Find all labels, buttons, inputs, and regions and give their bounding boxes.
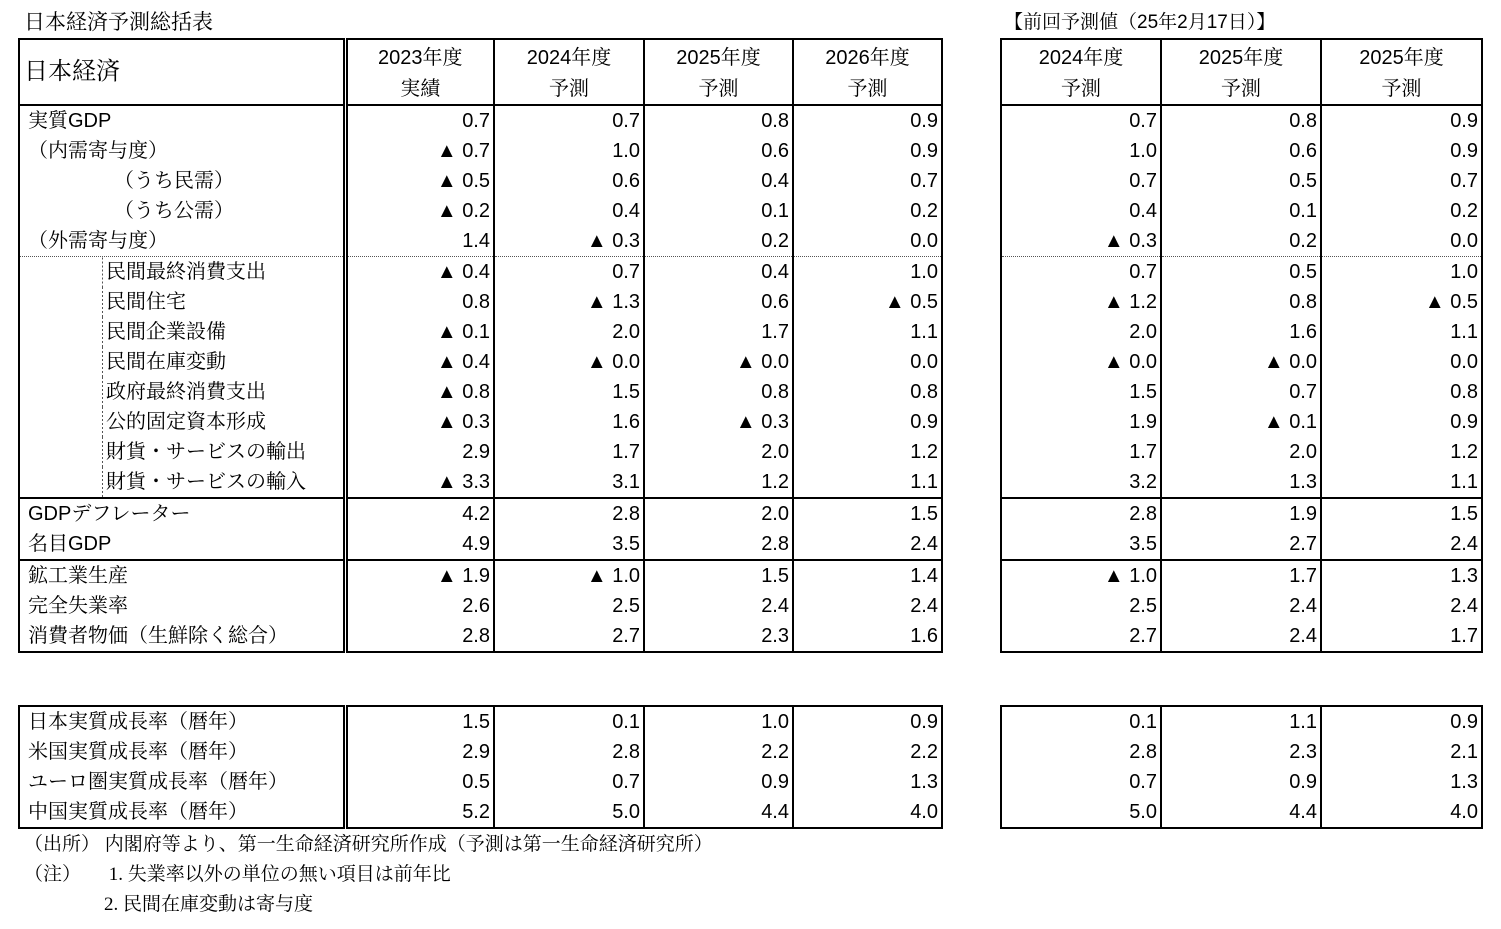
value-cell: 4.4 (644, 797, 793, 828)
prev-value-cell: 0.7 (1001, 257, 1161, 288)
table-row (1001, 498, 1482, 529)
prev-value-cell: 0.9 (1321, 407, 1482, 437)
value-cell: 2.3 (644, 621, 793, 652)
value-cell: 1.6 (793, 621, 942, 652)
growth-table (18, 705, 943, 829)
growth-row (1001, 737, 1482, 767)
prev-value-cell: 1.7 (1161, 560, 1321, 591)
prev-value-cell: 3.2 (1129, 471, 1157, 493)
prev-value-cell: 0.7 (1321, 166, 1482, 196)
prev-column-year-3: 2025年度 (1321, 39, 1482, 74)
value-cell: 2.8 (345, 621, 494, 652)
value-cell: 2.6 (345, 591, 494, 621)
prev-value-cell: 0.2 (1321, 196, 1482, 226)
growth-row (19, 797, 942, 828)
value-cell: ▲ 3.3 (345, 467, 494, 498)
value-cell: 0.9 (793, 136, 942, 166)
row-label: （うち民需） (19, 166, 345, 196)
prev-value-cell: 0.7 (1161, 377, 1321, 407)
prev-growth-table-body (1001, 706, 1482, 828)
row-label: （うち公需） (19, 196, 345, 226)
value-cell: 2.8 (644, 529, 793, 560)
prev-value-cell: 0.7 (1129, 771, 1157, 793)
prev-value-cell: 0.1 (1161, 196, 1321, 226)
prev-value-cell: 2.8 (1001, 498, 1161, 529)
row-label: 民間住宅 (19, 287, 345, 317)
row-label: 消費者物価（生鮮除く総合） (19, 621, 345, 652)
prev-value-cell: 1.5 (1321, 498, 1482, 529)
page-title: 日本経済予測総括表 (24, 11, 213, 34)
prev-value-cell: 0.9 (1161, 767, 1321, 797)
prev-value-cell: 2.4 (1161, 591, 1321, 621)
value-cell: 0.5 (345, 767, 494, 797)
table-row (1001, 407, 1482, 437)
value-cell: 0.1 (494, 706, 644, 737)
table-row (1001, 437, 1482, 467)
table-row (1001, 317, 1482, 347)
prev-value-cell: ▲ 1.0 (1001, 560, 1161, 591)
row-label: 日本実質成長率（暦年） (19, 706, 345, 737)
value-cell: 2.0 (644, 498, 793, 529)
prev-value-cell: 2.4 (1321, 529, 1482, 560)
table-row (19, 560, 942, 591)
value-cell: 1.5 (793, 498, 942, 529)
prev-value-cell: 4.0 (1321, 797, 1482, 828)
row-label: 財貨・サービスの輸出 (19, 437, 345, 467)
prev-value-cell: 2.7 (1161, 529, 1321, 560)
row-label: 名目GDP (19, 529, 345, 560)
table-row (19, 136, 942, 166)
value-cell: ▲ 0.3 (494, 226, 644, 257)
growth-row (1001, 797, 1482, 828)
prev-value-cell: 0.8 (1321, 377, 1482, 407)
prev-column-type-3: 予測 (1321, 74, 1482, 105)
value-cell: 0.9 (793, 407, 942, 437)
table-row (19, 317, 942, 347)
prev-value-cell: 1.3 (1161, 467, 1321, 498)
value-cell: 1.6 (494, 407, 644, 437)
table-row (19, 105, 942, 136)
table-row (1001, 166, 1482, 196)
value-cell: ▲ 0.7 (345, 136, 494, 166)
value-cell: ▲ 0.8 (345, 377, 494, 407)
row-label: GDPデフレーター (19, 498, 345, 529)
prev-value-cell: 0.0 (1321, 226, 1482, 257)
note-1: 1. 失業率以外の単位の無い項目は前年比 (108, 864, 451, 885)
prev-table-body (1001, 105, 1482, 652)
value-cell: 0.8 (793, 377, 942, 407)
column-year-2026: 2026年度 (793, 39, 942, 74)
prev-value-cell: 0.5 (1161, 257, 1321, 288)
value-cell: 0.9 (793, 706, 942, 737)
column-type-2024: 予測 (494, 74, 644, 105)
prev-value-cell: 0.5 (1161, 166, 1321, 196)
value-cell: 1.0 (494, 136, 644, 166)
table-row (19, 437, 942, 467)
value-cell: 0.4 (494, 196, 644, 226)
prev-growth-table (1000, 705, 1483, 829)
row-label-header: 日本経済 (19, 39, 345, 105)
prev-header-type-row (1001, 74, 1482, 105)
prev-value-cell: ▲ 1.2 (1103, 291, 1157, 313)
value-cell: 0.9 (793, 105, 942, 136)
value-cell: 4.2 (345, 498, 494, 529)
value-cell: 1.0 (644, 706, 793, 737)
value-cell: 1.3 (793, 767, 942, 797)
prev-value-cell: 2.1 (1321, 737, 1482, 767)
prev-value-cell: 2.7 (1129, 625, 1157, 647)
row-label: 鉱工業生産 (19, 560, 345, 591)
table-row (19, 196, 942, 226)
value-cell: 0.9 (644, 767, 793, 797)
row-label: 実質GDP (19, 105, 345, 136)
value-cell: 2.9 (345, 737, 494, 767)
prev-column-year-2: 2025年度 (1161, 39, 1321, 74)
prev-value-cell: 3.5 (1129, 533, 1157, 555)
header-year-row (19, 39, 942, 74)
value-cell: ▲ 0.0 (644, 347, 793, 377)
prev-header-year-row (1001, 39, 1482, 74)
prev-value-cell: ▲ 0.0 (1103, 351, 1157, 373)
prev-value-cell: 1.0 (1321, 257, 1482, 288)
table-row (1001, 347, 1482, 377)
row-label: 中国実質成長率（暦年） (19, 797, 345, 828)
table-row (1001, 467, 1482, 498)
source-label: （出所） (24, 834, 101, 855)
value-cell: 0.2 (644, 226, 793, 257)
value-cell: 2.4 (644, 591, 793, 621)
prev-value-cell: 0.9 (1321, 706, 1482, 737)
value-cell: 0.0 (793, 226, 942, 257)
growth-row (1001, 767, 1482, 797)
growth-row (19, 706, 942, 737)
main-forecast-table (18, 38, 943, 653)
previous-forecast-title: 【前回予測値（25年2月17日）】 (1004, 12, 1276, 33)
table-row (19, 407, 942, 437)
table-row (19, 226, 942, 257)
value-cell: 1.5 (644, 560, 793, 591)
value-cell: 2.2 (644, 737, 793, 767)
prev-value-cell: 0.7 (1129, 170, 1157, 192)
prev-value-cell: 1.0 (1129, 140, 1157, 162)
value-cell: ▲ 0.0 (494, 347, 644, 377)
value-cell: 0.8 (644, 377, 793, 407)
prev-value-cell: 0.0 (1321, 347, 1482, 377)
value-cell: 2.0 (494, 317, 644, 347)
value-cell: 0.7 (494, 105, 644, 136)
value-cell: 0.1 (644, 196, 793, 226)
value-cell: 2.8 (494, 498, 644, 529)
row-label: （外需寄与度） (19, 226, 345, 257)
prev-column-type-1: 予測 (1061, 78, 1101, 100)
column-type-2023: 実績 (345, 74, 494, 105)
value-cell: 0.4 (644, 257, 793, 288)
column-year-2025: 2025年度 (644, 39, 793, 74)
value-cell: 0.6 (494, 166, 644, 196)
value-cell: 2.8 (494, 737, 644, 767)
value-cell: ▲ 1.9 (345, 560, 494, 591)
value-cell: ▲ 0.5 (793, 287, 942, 317)
prev-value-cell: 2.4 (1161, 621, 1321, 652)
prev-value-cell: 2.4 (1321, 591, 1482, 621)
prev-value-cell: 1.7 (1321, 621, 1482, 652)
prev-value-cell: 2.3 (1161, 737, 1321, 767)
value-cell: 0.4 (644, 166, 793, 196)
prev-value-cell: 1.1 (1161, 706, 1321, 737)
prev-value-cell: 0.1 (1129, 711, 1157, 733)
row-label: 民間最終消費支出 (19, 257, 345, 288)
value-cell: 2.7 (494, 621, 644, 652)
prev-value-cell: 1.9 (1129, 411, 1157, 433)
value-cell: 1.5 (494, 377, 644, 407)
table-row (1001, 196, 1482, 226)
table-row (1001, 257, 1482, 288)
row-label: ユーロ圏実質成長率（暦年） (19, 767, 345, 797)
note-2: 2. 民間在庫変動は寄与度 (104, 894, 314, 915)
prev-value-cell: ▲ 0.0 (1161, 347, 1321, 377)
table-row (19, 498, 942, 529)
row-label: 完全失業率 (19, 591, 345, 621)
source-text: 内閣府等より、第一生命経済研究所作成（予測は第一生命経済研究所） (104, 834, 713, 855)
prev-value-cell: 0.9 (1321, 105, 1482, 136)
value-cell: 1.4 (793, 560, 942, 591)
value-cell: ▲ 1.0 (494, 560, 644, 591)
prev-value-cell: 1.9 (1161, 498, 1321, 529)
prev-column-year-1: 2024年度 (1038, 47, 1124, 69)
value-cell: ▲ 0.5 (345, 166, 494, 196)
note-2-block (104, 893, 313, 917)
column-year-2024: 2024年度 (494, 39, 644, 74)
value-cell: 0.7 (494, 257, 644, 288)
value-cell: 2.0 (644, 437, 793, 467)
prev-value-cell: 1.6 (1161, 317, 1321, 347)
row-label: 公的固定資本形成 (19, 407, 345, 437)
value-cell: ▲ 0.3 (644, 407, 793, 437)
prev-value-cell: 0.2 (1161, 226, 1321, 257)
prev-value-cell: 1.1 (1321, 467, 1482, 498)
value-cell: 4.9 (345, 529, 494, 560)
value-cell: ▲ 1.3 (494, 287, 644, 317)
table-row (1001, 560, 1482, 591)
prev-column-type-2: 予測 (1161, 74, 1321, 105)
row-label: 米国実質成長率（暦年） (19, 737, 345, 767)
value-cell: 0.6 (644, 136, 793, 166)
note-label: （注） (24, 864, 82, 885)
table-row (19, 529, 942, 560)
table-row (19, 287, 942, 317)
value-cell: 1.0 (793, 257, 942, 288)
table-row (19, 166, 942, 196)
growth-table-body (19, 706, 942, 828)
table-row (19, 621, 942, 652)
prev-value-cell: 1.3 (1321, 560, 1482, 591)
value-cell: 3.5 (494, 529, 644, 560)
table-row (19, 467, 942, 498)
prev-value-cell: 1.7 (1129, 441, 1157, 463)
column-year-2023: 2023年度 (345, 39, 494, 74)
table-row (1001, 529, 1482, 560)
table-row (19, 591, 942, 621)
value-cell: 2.4 (793, 591, 942, 621)
value-cell: 0.7 (494, 767, 644, 797)
value-cell: ▲ 0.1 (345, 317, 494, 347)
prev-value-cell: 0.8 (1161, 105, 1321, 136)
value-cell: 0.8 (345, 287, 494, 317)
prev-value-cell: 1.1 (1321, 317, 1482, 347)
value-cell: 0.8 (644, 105, 793, 136)
prev-value-cell: 0.9 (1321, 136, 1482, 166)
table-row (19, 377, 942, 407)
table-row (19, 347, 942, 377)
table-row (1001, 105, 1482, 136)
value-cell: 5.0 (494, 797, 644, 828)
table-row (1001, 621, 1482, 652)
prev-value-cell: 0.7 (1001, 105, 1161, 136)
row-label: 財貨・サービスの輸入 (19, 467, 345, 498)
value-cell: ▲ 0.4 (345, 257, 494, 288)
row-label: 民間企業設備 (19, 317, 345, 347)
value-cell: 0.7 (345, 105, 494, 136)
prev-value-cell: 1.3 (1321, 767, 1482, 797)
prev-value-cell: 2.5 (1129, 595, 1157, 617)
previous-forecast-table (1000, 38, 1483, 653)
table-row (1001, 591, 1482, 621)
growth-row (19, 767, 942, 797)
prev-value-cell: 2.0 (1129, 321, 1157, 343)
prev-value-cell: ▲ 0.5 (1321, 287, 1482, 317)
value-cell: 2.5 (494, 591, 644, 621)
growth-row (1001, 706, 1482, 737)
source-note (24, 833, 713, 857)
row-label: 政府最終消費支出 (19, 377, 345, 407)
note-block (24, 863, 451, 887)
value-cell: 0.0 (793, 347, 942, 377)
table-row (1001, 226, 1482, 257)
table-row (19, 257, 942, 288)
value-cell: 1.7 (494, 437, 644, 467)
row-label: （内需寄与度） (19, 136, 345, 166)
main-table-body (19, 105, 942, 652)
value-cell: ▲ 0.3 (345, 407, 494, 437)
value-cell: 2.2 (793, 737, 942, 767)
table-row (1001, 287, 1482, 317)
value-cell: 0.2 (793, 196, 942, 226)
value-cell: ▲ 0.2 (345, 196, 494, 226)
value-cell: ▲ 0.4 (345, 347, 494, 377)
value-cell: 5.2 (345, 797, 494, 828)
table-row (1001, 377, 1482, 407)
value-cell: 0.7 (793, 166, 942, 196)
prev-value-cell: ▲ 0.3 (1103, 230, 1157, 252)
growth-row (19, 737, 942, 767)
prev-value-cell: 1.2 (1321, 437, 1482, 467)
value-cell: 1.2 (793, 437, 942, 467)
table-row (1001, 136, 1482, 166)
value-cell: 1.4 (345, 226, 494, 257)
row-label: 民間在庫変動 (19, 347, 345, 377)
column-type-2025: 予測 (644, 74, 793, 105)
prev-value-cell: 5.0 (1129, 801, 1157, 823)
value-cell: 4.0 (793, 797, 942, 828)
prev-value-cell: 4.4 (1161, 797, 1321, 828)
prev-value-cell: 2.0 (1161, 437, 1321, 467)
value-cell: 1.2 (644, 467, 793, 498)
value-cell: 1.1 (793, 467, 942, 498)
prev-value-cell: 0.8 (1161, 287, 1321, 317)
value-cell: 0.6 (644, 287, 793, 317)
value-cell: 3.1 (494, 467, 644, 498)
value-cell: 1.1 (793, 317, 942, 347)
prev-value-cell: ▲ 0.1 (1161, 407, 1321, 437)
value-cell: 2.4 (793, 529, 942, 560)
value-cell: 1.7 (644, 317, 793, 347)
prev-value-cell: 2.8 (1129, 741, 1157, 763)
prev-value-cell: 0.6 (1161, 136, 1321, 166)
column-type-2026: 予測 (793, 74, 942, 105)
prev-value-cell: 1.5 (1129, 381, 1157, 403)
value-cell: 2.9 (345, 437, 494, 467)
value-cell: 1.5 (345, 706, 494, 737)
prev-value-cell: 0.4 (1129, 200, 1157, 222)
